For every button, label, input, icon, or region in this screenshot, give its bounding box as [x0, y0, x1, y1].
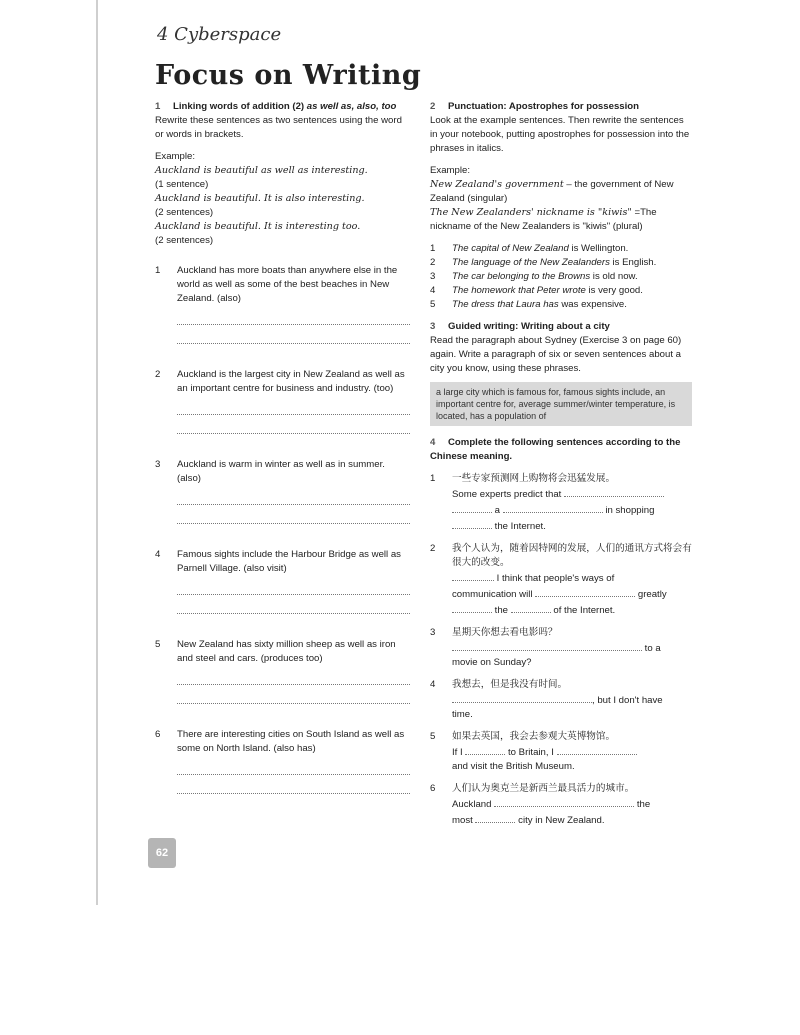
ex2-number: 2: [430, 101, 436, 112]
ex4-heading: 4 Complete the following sentences according to the Chinese meaning.: [430, 437, 681, 462]
right-column: [430, 100, 692, 828]
ex1-example-line: Auckland is beautiful. It is also interesting.: [155, 193, 365, 204]
answer-line[interactable]: [177, 486, 410, 505]
ex1-heading-italic: as well as, also, too: [306, 101, 397, 112]
answer-line[interactable]: [177, 415, 410, 434]
phrase-box: a large city which is famous for, famous sights include, an important centre for, average summer/winter temperature, is located, has a population of: [430, 382, 692, 426]
left-column: [155, 100, 410, 794]
ex2-item: 3 The car belonging to the Browns is old now.: [430, 271, 638, 282]
page-number: 62: [148, 838, 176, 868]
answer-blank[interactable]: [535, 586, 635, 597]
chinese-prompt: 我个人认为，随着因特网的发展，人们的通讯方式将会有很大的改变。: [452, 543, 692, 568]
ex2-example-label: Example:: [430, 165, 470, 176]
ex2-item: 5 The dress that Laura has was expensive.: [430, 299, 627, 310]
answer-blank[interactable]: [494, 796, 634, 807]
ex3-heading: 3 Guided writing: Writing about a city: [430, 321, 610, 332]
answer-line[interactable]: [177, 306, 410, 325]
answer-line[interactable]: [177, 685, 410, 704]
answer-blank[interactable]: [452, 640, 642, 651]
answer-blank[interactable]: [511, 602, 551, 613]
chinese-prompt: 人们认为奥克兰是新西兰最具活力的城市。: [452, 783, 635, 794]
chinese-prompt: 我想去，但是我没有时间。: [452, 679, 568, 690]
ex2-list: [430, 242, 692, 312]
ex4-item: 4 我想去，但是我没有时间。 , but I don't have time.: [430, 678, 692, 722]
ex1-item: 1 Auckland has more boats than anywhere else in the world as well as some of the best beaches in New Zealand. (also): [155, 265, 398, 304]
ex1-example-line: (2 sentences): [155, 235, 214, 246]
ex1-example-line: (1 sentence): [155, 179, 209, 190]
answer-blank[interactable]: [452, 518, 492, 529]
ex1-item: 6 There are interesting cities on South Island as well as some on North Island. (also has): [155, 729, 405, 754]
answer-blank[interactable]: [465, 744, 505, 755]
answer-blank[interactable]: [564, 486, 664, 497]
answer-blank[interactable]: [452, 502, 492, 513]
answer-line[interactable]: [177, 595, 410, 614]
answer-blank[interactable]: [503, 502, 603, 513]
answer-line[interactable]: [177, 756, 410, 775]
ex1-example-line: (2 sentences): [155, 207, 214, 218]
ex4-item: 1 一些专家预测网上购物将会迅猛发展。 Some experts predict that a in shopping the Internet.: [430, 472, 692, 534]
answer-line[interactable]: [177, 325, 410, 344]
ex1-item: 2 Auckland is the largest city in New Zealand as well as an important centre for business and industry. (too): [155, 369, 405, 394]
ex2-item: 1 The capital of New Zealand is Wellington.: [430, 243, 629, 254]
ex1-item: 5 New Zealand has sixty million sheep as well as iron and steel and cars. (produces too): [155, 639, 396, 664]
ex1-heading: 1 Linking words of addition (2) as well as, also, too: [155, 101, 397, 112]
ex3-instruction: Read the paragraph about Sydney (Exercise 3 on page 60) again. Write a paragraph of six or seven sentences about a city you know, using these phrases.: [430, 335, 682, 374]
answer-line[interactable]: [177, 666, 410, 685]
ex4-item: 6 人们认为奥克兰是新西兰最具活力的城市。 Auckland the most city in New Zealand.: [430, 782, 692, 828]
ex2-example-line: The New Zealanders' nickname is "kiwis" =The nickname of the New Zealanders is "kiwis" (plural): [430, 207, 657, 232]
ex1-example-line: Auckland is beautiful as well as interesting.: [155, 165, 368, 176]
page-edge: [96, 0, 98, 905]
unit-label: 4 Cyberspace: [157, 24, 282, 45]
answer-blank[interactable]: [475, 812, 515, 823]
chinese-prompt: 一些专家预测网上购物将会迅猛发展。: [452, 473, 616, 484]
ex1-item: 4 Famous sights include the Harbour Bridge as well as Parnell Village. (also visit): [155, 549, 401, 574]
ex2-item: 2 The language of the New Zealanders is English.: [430, 257, 657, 268]
ex4-number: 4: [430, 437, 436, 448]
ex4-item: 5 如果去英国，我会去参观大英博物馆。 If I to Britain, I and visit the British Museum.: [430, 730, 692, 774]
ex1-number: 1: [155, 101, 161, 112]
ex2-heading: 2 Punctuation: Apostrophes for possession: [430, 101, 639, 112]
chinese-prompt: 如果去英国，我会去参观大英博物馆。: [452, 731, 616, 742]
answer-blank[interactable]: [452, 570, 494, 581]
ex1-example-line: Auckland is beautiful. It is interesting too.: [155, 221, 361, 232]
ex1-item: 3 Auckland is warm in winter as well as in summer. (also): [155, 459, 385, 484]
ex2-example-line: New Zealand's government – the government of New Zealand (singular): [430, 179, 674, 204]
ex1-instruction: Rewrite these sentences as two sentences using the word or words in brackets.: [155, 115, 402, 140]
answer-blank[interactable]: [452, 602, 492, 613]
ex4-item: 2 我个人认为，随着因特网的发展，人们的通讯方式将会有很大的改变。 I think that people's ways of communication will greatly the of the Internet.: [430, 543, 692, 616]
page-title: Focus on Writing: [155, 60, 422, 91]
answer-line[interactable]: [177, 505, 410, 524]
ex4-item: 3 星期天你想去看电影吗？ to a movie on Sunday?: [430, 626, 692, 670]
ex1-example-label: Example:: [155, 151, 195, 162]
answer-line[interactable]: [177, 576, 410, 595]
answer-blank[interactable]: [557, 744, 637, 755]
ex3-number: 3: [430, 321, 436, 332]
answer-blank[interactable]: [452, 692, 592, 703]
ex2-instruction: Look at the example sentences. Then rewrite the sentences in your notebook, putting apostrophes for possession into the phrases in italics.: [430, 115, 690, 154]
answer-line[interactable]: [177, 775, 410, 794]
answer-line[interactable]: [177, 396, 410, 415]
chinese-prompt: 星期天你想去看电影吗？: [452, 627, 558, 638]
ex2-item: 4 The homework that Peter wrote is very good.: [430, 285, 643, 296]
